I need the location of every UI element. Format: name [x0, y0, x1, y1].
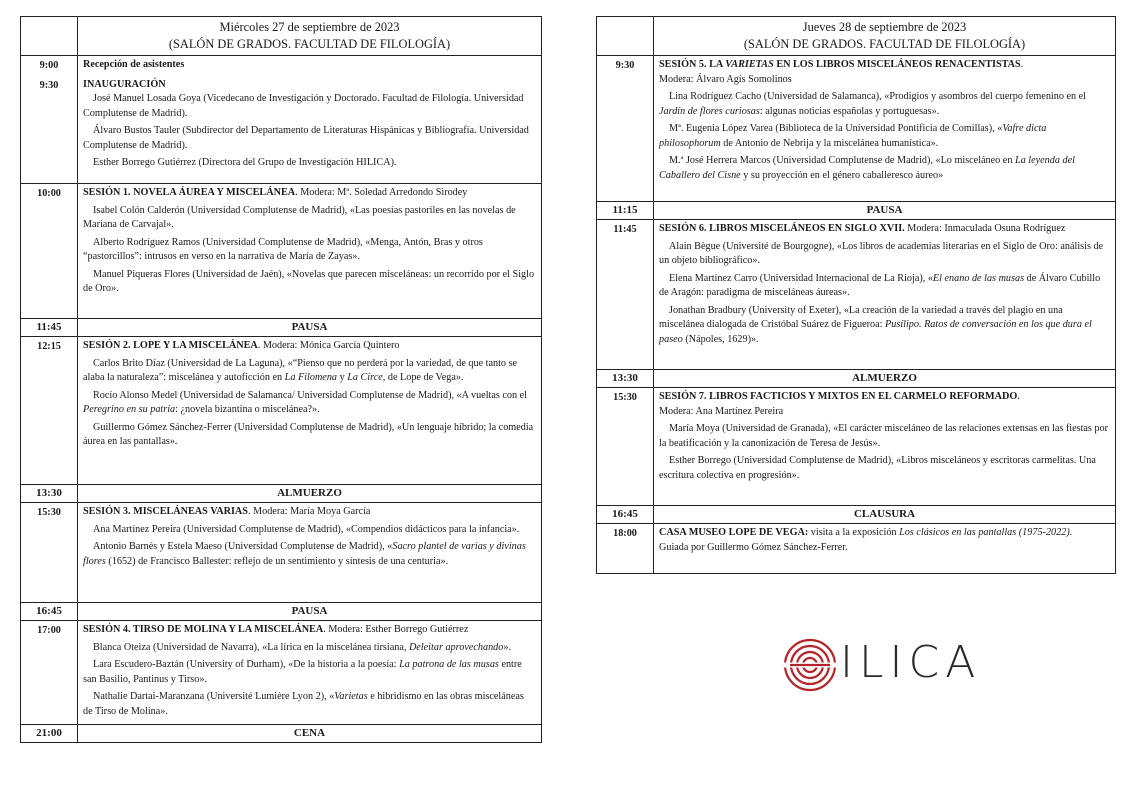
lunch-row-2 — [597, 370, 1116, 388]
program-day2-table — [596, 16, 1116, 574]
time-9-30: 9:30 — [39, 79, 59, 91]
session-5-row — [597, 56, 1116, 202]
session-2-moderator: . Modera: Mónica García Quintero — [257, 340, 400, 351]
program-day1-table — [20, 16, 542, 743]
day1-header — [78, 17, 542, 56]
session-2-row — [21, 337, 542, 485]
session-1-talk-1: Isabel Colón Calderón (Universidad Complutense de Madrid), «Las poesías pastoriles en las novelas de Mariana de Carvajal». — [83, 204, 516, 230]
session-7-title: SESIÓN 7. LIBROS FACTICIOS Y MIXTOS EN EL CARMELO REFORMADO — [659, 391, 1018, 402]
museum-title: CASA MUSEO LOPE DE VEGA: — [659, 527, 809, 538]
header-time-cell — [21, 17, 78, 56]
session-1-moderator: . Modera: Mª. Soledad Arredondo Sirodey — [295, 187, 468, 198]
pause-2-label: PAUSA — [78, 603, 542, 621]
inauguration-label: INAUGURACIÓN — [83, 78, 166, 90]
pause-1-time: 11:45 — [21, 319, 78, 337]
pause-2-time: 16:45 — [21, 603, 78, 621]
museum-guide: Guiada por Guillermo Gómez Sánchez-Ferrer. — [659, 541, 848, 553]
session-2-talk-2: Rocío Alonso Medel (Universidad de Salamanca/ Universidad Complutense de Madrid), «A vueltas con el Peregrino en su patria: ¿novela bizantina o miscelánea?». — [83, 389, 528, 415]
inaug-speaker-3: Esther Borrego Gutiérrez (Directora del Grupo de Investigación HILICA). — [93, 157, 397, 168]
session-2-talk-3: Guillermo Gómez Sánchez-Ferrer (Universidad Complutense de Madrid), «Un lenguaje híbrido; la comedia áurea en las pantallas». — [83, 421, 534, 447]
day1-header-row — [21, 17, 542, 56]
session-6-title: SESIÓN 6. LIBROS MISCELÁNEOS EN SIGLO XVII. — [659, 223, 905, 234]
day2-header — [654, 17, 1116, 56]
session-4-title: SESIÓN 4. TIRSO DE MOLINA Y LA MISCELÁNEA — [83, 624, 324, 635]
lunch-2-time: 13:30 — [597, 370, 654, 388]
pause-row-2 — [21, 603, 542, 621]
session-5-talk-2: Mª. Eugenia López Varea (Biblioteca de la Universidad Pontificia de Comillas), «Vafre dicta philosophorum de Antonio de Nebrija y la miscelánea humanística». — [659, 123, 1047, 149]
session-1-talk-2: Alberto Rodríguez Ramos (Universidad Complutense de Madrid), «Menga, Antón, Bras y otros “pastorcillos”: intrusos en verso en la narrativa de María de Zayas». — [83, 236, 483, 262]
day2-venue: (SALÓN DE GRADOS. FACULTAD DE FILOLOGÍA) — [743, 37, 1026, 51]
opening-content — [78, 56, 542, 184]
session-1-time: 10:00 — [21, 184, 78, 319]
session-3-row — [21, 503, 542, 603]
hilica-wordmark: ILICA — [840, 637, 982, 688]
session-1-title: SESIÓN 1. NOVELA ÁUREA Y MISCELÁNEA — [83, 187, 296, 198]
lunch-1-time: 13:30 — [21, 485, 78, 503]
session-4-talk-1: Blanca Oteiza (Universidad de Navarra), «La lírica en la miscelánea tirsiana, Deleitar aprovechando». — [93, 641, 511, 653]
session-6-talk-1: Alain Bègue (Université de Bourgogne), «Los libros de academias literarias en el Siglo de Oro: análisis de un objeto bibliográfico». — [659, 240, 1104, 266]
session-3-talk-2: Antonio Barnés y Estela Maeso (Universidad Complutense de Madrid), «Sacro plantel de varias y divinas flores (1652) de Francisco Ballester: reflejo de un sentimiento y síntesis de una centuria». — [83, 541, 526, 567]
session-2-talk-1: Carlos Brito Díaz (Universidad de La Laguna), «“Pienso que no perderá por la variedad, de que tanto se alaba la naturaleza”: miscelánea y autoficción en La Filomena y La Circe, de Lope de Vega». — [83, 357, 518, 383]
session-6-content — [654, 220, 1116, 370]
dinner-row — [21, 725, 542, 743]
day1-venue: (SALÓN DE GRADOS. FACULTAD DE FILOLOGÍA) — [168, 37, 451, 51]
time-9-00: 9:00 — [39, 60, 59, 71]
pause-1-label: PAUSA — [78, 319, 542, 337]
session-4-row — [21, 621, 542, 725]
session-5-moderator: Modera: Álvaro Agís Somolinos — [659, 73, 792, 85]
day2-header-row — [597, 17, 1116, 56]
session-5-talk-3: M.ª José Herrera Marcos (Universidad Complutense de Madrid), «Lo misceláneo en La leyenda del Caballero del Cisne y su proyección en el género caballeresco áureo» — [659, 155, 1075, 181]
hilica-emblem-icon — [782, 634, 842, 696]
hilica-logo — [782, 634, 982, 696]
session-6-talk-3: Jonathan Bradbury (University of Exeter), «La creación de la variedad a través del plagio en una miscelánea dialogada de Cristóbal Suárez de Figueroa: Pusílipo. Ratos de conversación en los que dura el paseo (Nápoles, 1629)». — [659, 304, 1092, 345]
session-7-talk-1: María Moya (Universidad de Granada), «El carácter misceláneo de las relaciones extensas en las fiestas por la beatificación y la canonización de Teresa de Jesús». — [659, 423, 1109, 449]
pause-3-label: PAUSA — [654, 202, 1116, 220]
museum-time: 18:00 — [597, 524, 654, 574]
session-4-time: 17:00 — [21, 621, 78, 725]
inaug-speaker-1: José Manuel Losada Goya (Vicedecano de Investigación y Doctorado. Facultad de Filología. Universidad Complutense de Madrid). — [83, 93, 524, 119]
header-time-cell — [597, 17, 654, 56]
session-3-moderator: . Modera: María Moya García — [247, 506, 371, 517]
session-7-content: SESIÓN 7. LIBROS FACTICIOS Y MIXTOS EN EL CARMELO REFORMADO. Modera: Ana Martínez Pereira María Moya (Universidad de Granada), «El carácter misceláneo de las relaciones extensas en las fiestas por la beatificación y la canonización de Teresa de Jesús». Esther Borrego (Universidad Complutense de Madrid), «Libros misceláneos y escritoras carmelitas. Una escritura colectiva en progresión». — [654, 388, 1116, 506]
session-4-talk-3: Nathalie Dartai-Maranzana (Université Lumière Lyon 2), «Varietas e hibridismo en las obras misceláneas de Tirso de Molina». — [83, 691, 524, 717]
session-5-time: 9:30 — [597, 56, 654, 202]
lunch-1-label: ALMUERZO — [78, 485, 542, 503]
session-3-talk-1: Ana Martínez Pereira (Universidad Complutense de Madrid), «Compendios didácticos para la infancia». — [93, 523, 520, 535]
session-2-content — [78, 337, 542, 485]
session-2-title: SESIÓN 2. LOPE Y LA MISCELÁNEA — [83, 340, 258, 351]
session-3-title: SESIÓN 3. MISCELÁNEAS VARIAS — [83, 506, 248, 517]
inaug-speaker-2: Álvaro Bustos Tauler (Subdirector del Departamento de Literaturas Hispánicas y Bibliografía. Universidad Complutense de Madrid). — [83, 125, 529, 151]
session-7-talk-2: Esther Borrego (Universidad Complutense de Madrid), «Libros misceláneos y escritoras carmelitas. Una escritura colectiva en progresión». — [659, 455, 1096, 481]
session-3-content — [78, 503, 542, 603]
dinner-time: 21:00 — [21, 725, 78, 743]
session-2-time: 12:15 — [21, 337, 78, 485]
day2-date: Jueves 28 de septiembre de 2023 — [802, 20, 967, 34]
session-4-content — [78, 621, 542, 725]
dinner-label: CENA — [78, 725, 542, 743]
session-5-title: SESIÓN 5. LA VARIETAS EN LOS LIBROS MISCELÁNEOS RENACENTISTAS. — [659, 59, 1024, 70]
closing-time: 16:45 — [597, 506, 654, 524]
day1-date: Miércoles 27 de septiembre de 2023 — [219, 20, 400, 34]
opening-row — [21, 56, 542, 184]
closing-row — [597, 506, 1116, 524]
reception-label: Recepción de asistentes — [83, 59, 185, 70]
pause-3-time: 11:15 — [597, 202, 654, 220]
session-1-talk-3: Manuel Piqueras Flores (Universidad de Jaén), «Novelas que parecen misceláneas: un recorrido por el Siglo de Oro». — [83, 268, 535, 294]
session-7-time: 15:30 — [597, 388, 654, 506]
session-7-row — [597, 388, 1116, 506]
museum-content: CASA MUSEO LOPE DE VEGA: visita a la exposición Los clásicos en las pantallas (1975-2022). Guiada por Guillermo Gómez Sánchez-Ferrer. — [654, 524, 1116, 574]
lunch-row-1 — [21, 485, 542, 503]
session-4-moderator: . Modera: Esther Borrego Gutiérrez — [323, 624, 469, 635]
pause-row-1 — [21, 319, 542, 337]
session-4-talk-2: Lara Escudero-Baztán (University of Durham), «De la historia a la poesía: La patrona de las musas entre san Basilio, Pantinus y Tirso». — [83, 659, 522, 685]
session-1-content — [78, 184, 542, 319]
session-6-row — [597, 220, 1116, 370]
session-1-row — [21, 184, 542, 319]
session-5-talk-1: Lina Rodríguez Cacho (Universidad de Salamanca), «Prodigios y asombros del cuerpo femenino en el Jardín de flores curiosas: algunas noticias españolas y portuguesas». — [659, 91, 1087, 117]
museum-row — [597, 524, 1116, 574]
session-6-talk-2: Elena Martínez Carro (Universidad Internacional de La Rioja), «El enano de las musas de Álvaro Cubillo de Aragón: paradigma de misceláneas áureas». — [659, 272, 1101, 298]
session-6-moderator: Modera: Inmaculada Osuna Rodríguez — [904, 223, 1066, 234]
session-3-time: 15:30 — [21, 503, 78, 603]
opening-times — [21, 56, 78, 184]
pause-row-3 — [597, 202, 1116, 220]
session-5-content — [654, 56, 1116, 202]
session-7-moderator: Modera: Ana Martínez Pereira — [659, 405, 784, 417]
lunch-2-label: ALMUERZO — [654, 370, 1116, 388]
session-6-time: 11:45 — [597, 220, 654, 370]
closing-label: CLAUSURA — [654, 506, 1116, 524]
